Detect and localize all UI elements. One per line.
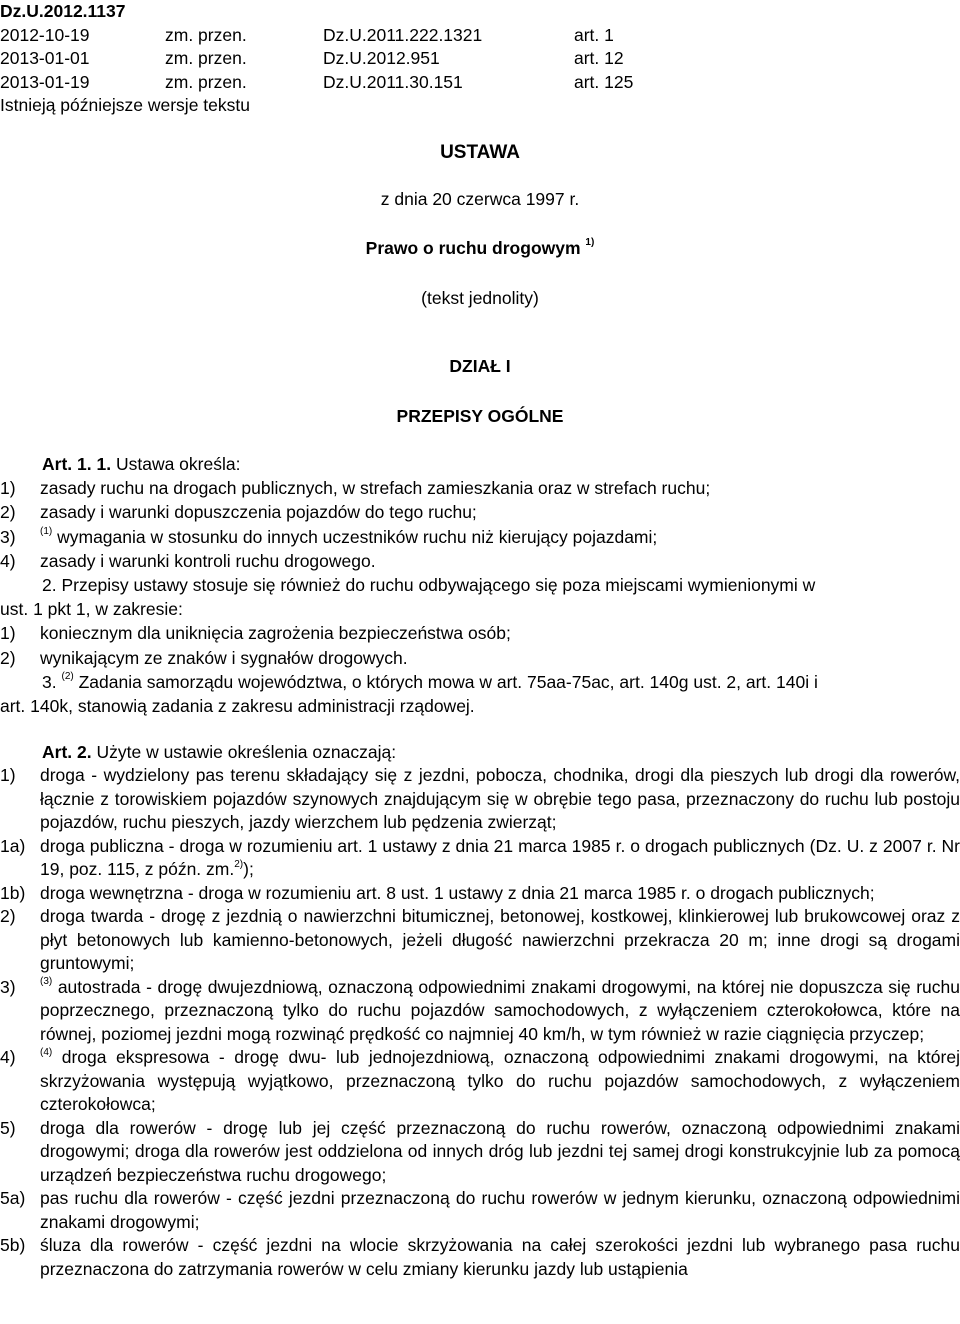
paragraph-2-cont: ust. 1 pkt 1, w zakresie: [0,599,183,620]
footnote-ref: (4) [40,1046,53,1058]
amendment-art: art. 125 [574,71,634,92]
definition-item [0,976,960,1047]
amendment-ref: Dz.U.2012.951 [323,48,440,68]
list-item [0,476,960,500]
item-number: 1) [0,765,16,786]
item-number: 5b) [0,1235,26,1256]
amendment-ref: Dz.U.2011.30.151 [323,71,463,92]
item-number: 1a) [0,835,26,856]
act-subtitle: (tekst jednolity) [421,288,539,308]
item-text: pas ruchu dla rowerów - część jezdni przeznaczoną do ruchu rowerów w jednym kierunku, oznaczoną odpowiednimi znakami drogowymi; [40,1188,960,1232]
amendment-art: art. 1 [574,24,614,45]
document-header [0,0,700,118]
paragraph-text: Zadania samorządu województwa, o których mowa w art. 75aa-75ac, art. 140g ust. 2, art. 140i i [78,671,818,692]
paragraph-text: Użyte w ustawie określenia oznaczają: [96,742,397,763]
item-number: 3) [0,976,16,997]
footnote-ref: 2) [234,858,244,870]
item-text: droga wewnętrzna - droga w rozumieniu art. 8 ust. 1 ustawy z dnia 21 marca 1985 r. o drogach publicznych; [40,882,875,903]
item-number: 5) [0,1117,16,1138]
paragraph-2 [0,573,960,597]
item-number: 5a) [0,1188,26,1209]
item-text: śluza dla rowerów - część jezdni na wlocie skrzyżowania na całej szerokości jezdni lub wybranego pasa ruchu przeznaczona do zatrzymania rowerów w celu zmiany kierunku jazdy lub ustąpienia [40,1235,960,1279]
item-number: 2) [0,647,16,668]
item-number: 1) [0,478,16,499]
list-item [0,525,960,549]
act-title [0,238,960,259]
paragraph-3-cont: art. 140k, stanowią zadania z zakresu administracji rządowej. [0,695,475,716]
footnote-ref: (2) [61,670,74,682]
amendment-date: 2013-01-01 [0,48,90,68]
definition-item [0,1187,960,1234]
item-number: 1) [0,623,16,644]
article-2 [0,740,960,1281]
division-title: PRZEPISY OGÓLNE [396,406,564,426]
item-number: 2) [0,502,16,523]
item-text-tail: ); [243,859,254,880]
definition-item [0,1046,960,1117]
footnote-ref: (1) [40,525,53,537]
item-text: autostrada - drogę dwujezdniową, oznaczoną odpowiednimi znakami drogowymi, na której nie dopuszcza się ruchu poprzecznego, przeznaczoną tylko do ruchu pojazdów samochodowych, z wyłączeniem czterokołowca, które na równej, poziomej jezdni mogą rozwinąć prędkość co najmniej 40 km/h, w tym również w razie ciągnięcia przyczep; [40,976,960,1044]
definition-item [0,882,960,906]
list-item [0,646,960,670]
amendment-row [0,24,700,48]
list-item [0,621,960,645]
item-number: 4) [0,550,16,571]
item-number: 2) [0,906,16,927]
definition-item [0,764,960,835]
item-number: 1b) [0,882,26,903]
item-text: koniecznym dla uniknięcia zagrożenia bezpieczeństwa osób; [40,623,511,644]
paragraph-number: 2. [42,575,57,595]
item-text: droga dla rowerów - drogę lub jej część przeznaczoną do ruchu rowerów, oznaczoną odpowiednimi znakami drogowymi; droga dla rowerów jest oddzielona od innych dróg lub jezdni tej samej drogi konstrukcyjnie lub za pomocą urządzeń bezpieczeństwa ruchu drogowego; [40,1117,960,1185]
amendment-type: zm. przen. [165,71,247,92]
item-text: wynikającym ze znaków i sygnałów drogowych. [40,647,408,668]
definition-item [0,1117,960,1188]
act-kind: USTAWA [440,142,520,163]
definition-item [0,835,960,882]
item-number: 4) [0,1047,16,1068]
item-text: droga twarda - drogę z jezdnią o nawierzchni bitumicznej, betonowej, kostkowej, klinkierowej lub brukowcowej oraz z płyt betonowych lub kamienno-betonowych, jeżeli długość nawierzchni przekracza 20 m; inne drogi są drogami gruntowymi; [40,906,960,974]
amendment-type: zm. przen. [165,24,247,45]
amendment-row [0,71,700,95]
amendment-ref: Dz.U.2011.222.1321 [323,24,483,45]
amendment-type: zm. przen. [165,48,247,68]
act-date: z dnia 20 czerwca 1997 r. [380,189,580,209]
amendment-date: 2012-10-19 [0,24,90,45]
item-number: 3) [0,526,16,547]
definition-item [0,1234,960,1281]
amendment-art: art. 12 [574,48,624,68]
item-text: zasady i warunki kontroli ruchu drogowego. [40,550,376,571]
item-text: droga publiczna - droga w rozumieniu art. 1 ustawy z dnia 21 marca 1985 r. o drogach publicznych (Dz. U. z 2007 r. Nr 19, poz. 115, z późn. zm. [40,835,960,880]
article-label: Art. 1. [42,454,92,474]
paragraph-text: Ustawa określa: [115,454,241,474]
act-title-text: Prawo o ruchu drogowym [365,238,581,258]
article-1-heading [0,452,960,476]
document-id: Dz.U.2012.1137 [0,1,126,21]
main-content [0,452,960,1281]
item-text: droga ekspresowa - drogę dwu- lub jednojezdniową, oznaczoną odpowiednimi znakami drogowymi, na której skrzyżowania występują wyjątkowo, przeznaczoną tylko do ruchu pojazdów samochodowych, z wyłączeniem czterokołowca; [40,1047,960,1115]
footnote-ref: (3) [40,976,53,988]
amendment-date: 2013-01-19 [0,71,90,92]
paragraph-3 [0,670,960,694]
paragraph-number: 3. [42,671,57,692]
article-2-heading [0,740,960,764]
list-item [0,500,960,524]
item-text: droga - wydzielony pas terenu składający się z jezdni, pobocza, chodnika, drogi dla pieszych lub drogi dla rowerów, łącznie z torowiskiem pojazdów szynowych znajdującym się w obrębie tego pasa, przeznaczony do ruchu lub postoju pojazdów, ruchu pieszych, jazdy wierzchem lub pędzenia zwierząt; [40,765,960,833]
paragraph-text: Przepisy ustawy stosuje się również do ruchu odbywającego się poza miejscami wymienionymi w [61,575,816,595]
later-versions-note: Istnieją późniejsze wersje tekstu [0,95,250,115]
division-heading: DZIAŁ I [449,356,511,376]
item-text: wymagania w stosunku do innych uczestników ruchu niż kierujący pojazdami; [57,526,658,547]
footnote-ref: 1) [585,237,595,249]
list-item [0,549,960,573]
definition-item [0,905,960,976]
item-text: zasady ruchu na drogach publicznych, w strefach zamieszkania oraz w strefach ruchu; [40,478,711,499]
article-label: Art. 2. [42,742,92,763]
item-text: zasady i warunki dopuszczenia pojazdów do tego ruchu; [40,502,477,523]
amendment-row [0,47,700,71]
paragraph-number: 1. [96,454,112,474]
